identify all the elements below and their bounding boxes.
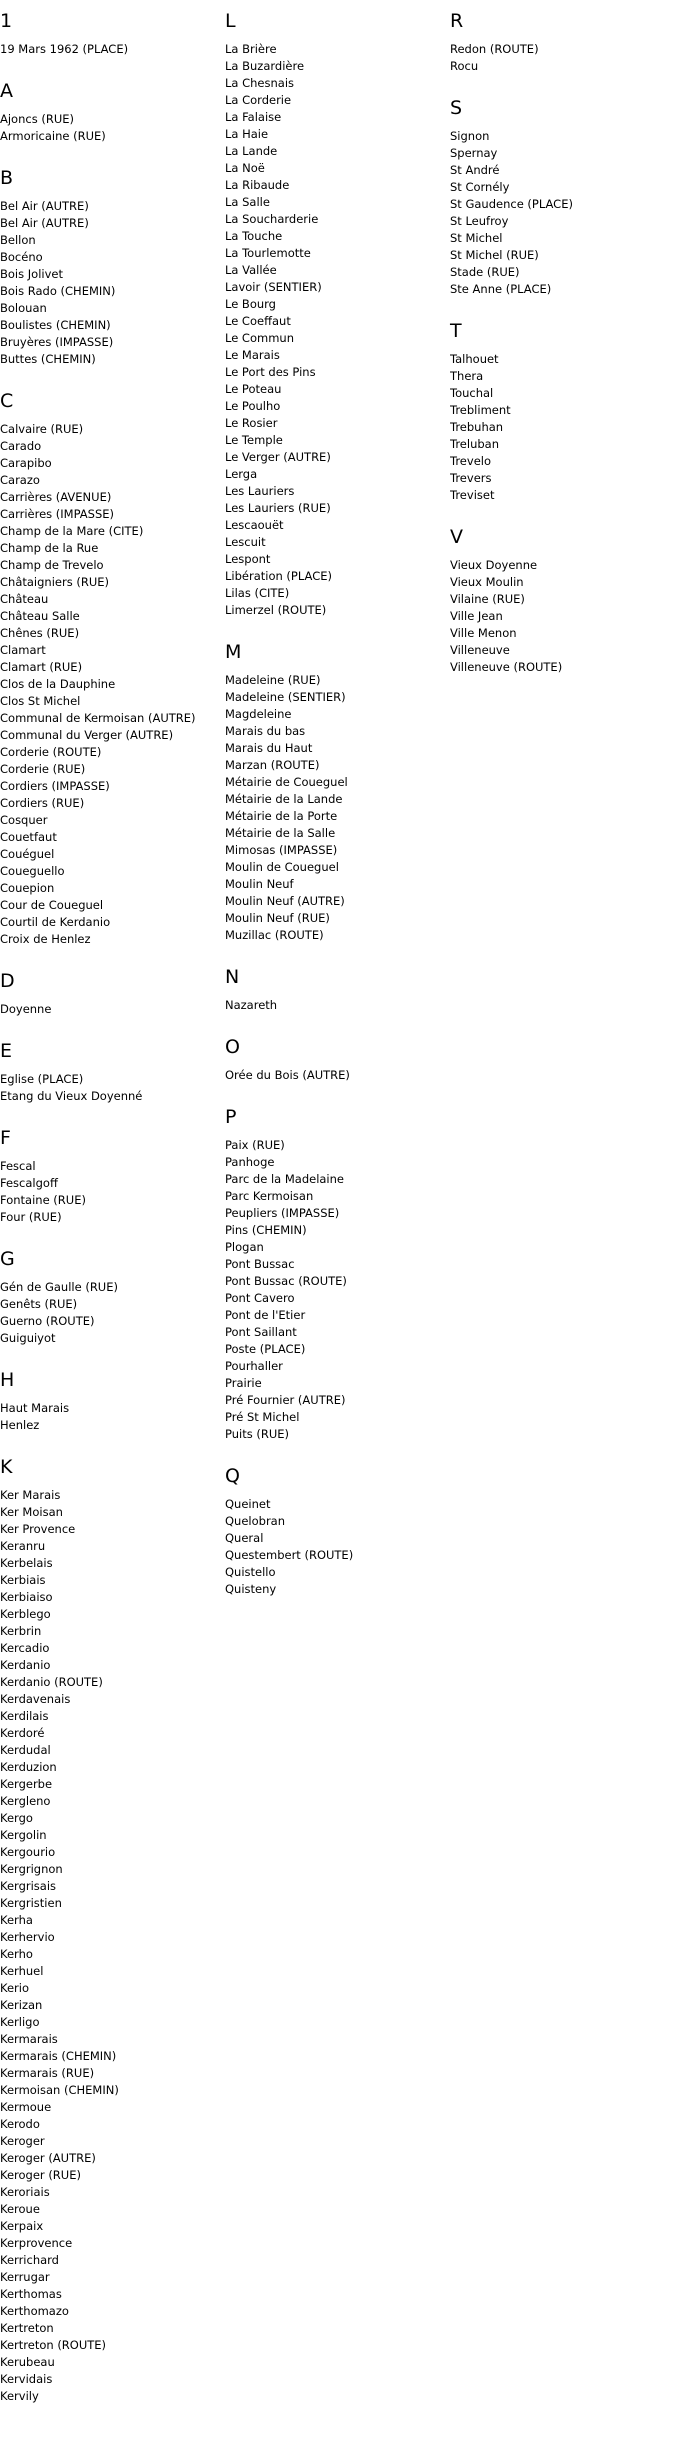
street-list-item: Kerha — [0, 1913, 33, 1927]
street-list-item: Kerligo — [0, 2015, 40, 2029]
street-list-item: Bolouan — [0, 301, 47, 315]
section-letter-heading: N — [225, 966, 240, 988]
street-list-item: Le Poteau — [225, 382, 282, 396]
section-letter-heading: G — [0, 1248, 15, 1270]
letter-section — [450, 10, 670, 75]
street-list-item: Guiguiyot — [0, 1331, 56, 1345]
street-list-item: Kerdoré — [0, 1726, 45, 1740]
street-list-item: Pont Bussac (ROUTE) — [225, 1274, 347, 1288]
street-list-item: Les Lauriers — [225, 484, 295, 498]
section-letter-heading: R — [450, 10, 464, 32]
section-letter-heading: A — [0, 80, 13, 102]
street-list-item: Trebliment — [450, 403, 511, 417]
street-list-item: Lerga — [225, 467, 258, 481]
street-list-item: Keroger — [0, 2134, 45, 2148]
street-list-item: Ker Provence — [0, 1522, 76, 1536]
street-list — [0, 421, 220, 948]
street-list-item: Courtil de Kerdanio — [0, 915, 111, 929]
street-list-item: Kerblego — [0, 1607, 51, 1621]
street-list-item: Moulin Neuf (RUE) — [225, 911, 330, 925]
street-list-item: Corderie (RUE) — [0, 762, 86, 776]
section-letter-heading: L — [225, 10, 236, 32]
street-list-item: Kertreton (ROUTE) — [0, 2338, 107, 2352]
street-list-item: Château — [0, 592, 49, 606]
street-list-item: Queral — [225, 1531, 264, 1545]
street-list-item: Nazareth — [225, 998, 278, 1012]
street-list-item: Pont de l'Etier — [225, 1308, 306, 1322]
street-list-item: Touchal — [450, 386, 494, 400]
street-list-item: Signon — [450, 129, 490, 143]
street-list-item: Muzillac (ROUTE) — [225, 928, 324, 942]
section-letter-heading: M — [225, 641, 242, 663]
letter-section — [0, 970, 220, 1018]
street-list-item: La Tourlemotte — [225, 246, 311, 260]
letter-section — [450, 320, 670, 504]
street-list-item: Orée du Bois (AUTRE) — [225, 1068, 350, 1082]
street-list-item: Keranru — [0, 1539, 46, 1553]
street-list-item: Marais du Haut — [225, 741, 313, 755]
street-list-item: La Lande — [225, 144, 278, 158]
street-list-item: Cordiers (RUE) — [0, 796, 85, 810]
street-list-item: Champ de la Mare (CITE) — [0, 524, 144, 538]
street-list-item: Madeleine (SENTIER) — [225, 690, 346, 704]
street-list-item: Moulin Neuf — [225, 877, 294, 891]
street-list-item: Kerodo — [0, 2117, 40, 2131]
letter-section — [0, 80, 220, 145]
street-list — [0, 111, 220, 145]
street-list — [0, 1279, 220, 1347]
letter-section — [225, 1106, 445, 1443]
street-list-item: Bois Rado (CHEMIN) — [0, 284, 116, 298]
street-list-item: Clamart — [0, 643, 46, 657]
street-list — [225, 997, 445, 1014]
section-letter-heading: K — [0, 1456, 13, 1478]
street-list-item: La Chesnais — [225, 76, 295, 90]
street-list-item: Marzan (ROUTE) — [225, 758, 320, 772]
street-list — [225, 1496, 445, 1598]
street-list-item: La Salle — [225, 195, 270, 209]
street-list-item: Cordiers (IMPASSE) — [0, 779, 110, 793]
street-list-item: Libération (PLACE) — [225, 569, 332, 583]
street-list-item: Kerprovence — [0, 2236, 73, 2250]
street-list-item: Chênes (RUE) — [0, 626, 80, 640]
street-list-item: Vieux Doyenne — [450, 558, 538, 572]
street-list-item: Pont Saillant — [225, 1325, 297, 1339]
street-list-item: Panhoge — [225, 1155, 275, 1169]
section-letter-heading: D — [0, 970, 15, 992]
street-list-item: Kerthomas — [0, 2287, 62, 2301]
street-list-item: Métairie de la Lande — [225, 792, 343, 806]
street-list-item: Thera — [450, 369, 484, 383]
street-list-item: St Leufroy — [450, 214, 509, 228]
street-list-item: Bel Air (AUTRE) — [0, 216, 89, 230]
street-list-item: Kermoue — [0, 2100, 52, 2114]
street-list-item: Kerho — [0, 1947, 33, 1961]
street-list-item: Poste (PLACE) — [225, 1342, 306, 1356]
street-list-item: Ville Menon — [450, 626, 517, 640]
street-list-item: Kergleno — [0, 1794, 51, 1808]
street-list-item: Buttes (CHEMIN) — [0, 352, 96, 366]
street-list-item: La Soucharderie — [225, 212, 319, 226]
section-letter-heading: B — [0, 167, 14, 189]
street-list-item: Clamart (RUE) — [0, 660, 83, 674]
street-list-item: 19 Mars 1962 (PLACE) — [0, 42, 129, 56]
street-list-item: St Michel (RUE) — [450, 248, 539, 262]
street-list-item: Treviset — [450, 488, 495, 502]
street-list-item: Trevelo — [450, 454, 491, 468]
street-list-item: Lescaouët — [225, 518, 284, 532]
street-list-item: Kermarais (RUE) — [0, 2066, 95, 2080]
street-list-item: Bel Air (AUTRE) — [0, 199, 89, 213]
street-list — [0, 1071, 220, 1105]
street-list-item: Kertreton — [0, 2321, 54, 2335]
street-list-item: Lespont — [225, 552, 271, 566]
street-list-item: La Noë — [225, 161, 265, 175]
street-list-item: Keroger (RUE) — [0, 2168, 81, 2182]
letter-section — [0, 1248, 220, 1347]
street-list — [225, 1137, 445, 1443]
street-list-item: Doyenne — [0, 1002, 52, 1016]
street-list-item: Fescalgoff — [0, 1176, 58, 1190]
street-list-item: Le Rosier — [225, 416, 278, 430]
street-list-item: Kergolin — [0, 1828, 47, 1842]
street-list-item: La Ribaude — [225, 178, 290, 192]
street-list-item: St Cornély — [450, 180, 510, 194]
street-list-item: Moulin de Coueguel — [225, 860, 339, 874]
street-list-item: Cour de Coueguel — [0, 898, 104, 912]
street-list-item: Châtaigniers (RUE) — [0, 575, 109, 589]
street-list-item: Henlez — [0, 1418, 40, 1432]
street-list — [450, 557, 670, 676]
street-list-item: Limerzel (ROUTE) — [225, 603, 327, 617]
street-list-item: Clos de la Dauphine — [0, 677, 116, 691]
street-list-item: Bocéno — [0, 250, 43, 264]
street-list-item: St Gaudence (PLACE) — [450, 197, 573, 211]
street-list — [0, 1158, 220, 1226]
street-list-item: Treluban — [450, 437, 500, 451]
street-list-item: Bruyères (IMPASSE) — [0, 335, 114, 349]
street-list-item: Questembert (ROUTE) — [225, 1548, 354, 1562]
street-list-item: Kerubeau — [0, 2355, 55, 2369]
street-list-item: Parc Kermoisan — [225, 1189, 314, 1203]
street-list-item: Fescal — [0, 1159, 36, 1173]
letter-section — [0, 1456, 220, 2405]
street-list-item: Métairie de la Porte — [225, 809, 338, 823]
street-list-item: Lilas (CITE) — [225, 586, 290, 600]
street-list-item: La Touche — [225, 229, 283, 243]
street-list-item: Calvaire (RUE) — [0, 422, 84, 436]
section-letter-heading: T — [450, 320, 462, 342]
street-list-item: Pré Fournier (AUTRE) — [225, 1393, 346, 1407]
street-list-item: Kerbiaiso — [0, 1590, 53, 1604]
street-list-item: Madeleine (RUE) — [225, 673, 321, 687]
street-list-item: Kermoisan (CHEMIN) — [0, 2083, 119, 2097]
street-list-item: Kerdilais — [0, 1709, 49, 1723]
street-list-item: Couéguel — [0, 847, 55, 861]
street-list-item: Pont Bussac — [225, 1257, 295, 1271]
street-list-item: Fontaine (RUE) — [0, 1193, 86, 1207]
street-list-item: Kerpaix — [0, 2219, 44, 2233]
street-list — [450, 351, 670, 504]
letter-section — [225, 1465, 445, 1598]
letter-section — [450, 97, 670, 298]
section-letter-heading: H — [0, 1369, 15, 1391]
street-list-item: Puits (RUE) — [225, 1427, 290, 1441]
street-list-item: Lavoir (SENTIER) — [225, 280, 322, 294]
letter-section — [450, 526, 670, 676]
letter-section — [225, 641, 445, 944]
street-list-item: Kercadio — [0, 1641, 50, 1655]
street-list-item: Vilaine (RUE) — [450, 592, 525, 606]
street-list-item: Plogan — [225, 1240, 264, 1254]
street-list-item: Pourhaller — [225, 1359, 283, 1373]
street-index-column-1 — [0, 10, 220, 2427]
street-index-column-2 — [225, 10, 445, 1620]
street-list-item: Kermarais (CHEMIN) — [0, 2049, 117, 2063]
street-list-item: Croix de Henlez — [0, 932, 91, 946]
street-list-item: Couepion — [0, 881, 55, 895]
street-list-item: Ker Moisan — [0, 1505, 63, 1519]
street-list-item: Le Poulho — [225, 399, 281, 413]
street-list-item: Communal de Kermoisan (AUTRE) — [0, 711, 196, 725]
street-list-item: Ajoncs (RUE) — [0, 112, 75, 126]
street-list-item: Communal du Verger (AUTRE) — [0, 728, 174, 742]
letter-section — [225, 10, 445, 619]
street-list-item: Corderie (ROUTE) — [0, 745, 102, 759]
street-list-item: Château Salle — [0, 609, 80, 623]
street-list-item: Cosquer — [0, 813, 48, 827]
street-list-item: La Vallée — [225, 263, 277, 277]
street-list-item: Kergrisais — [0, 1879, 57, 1893]
street-list-item: Kerdanio (ROUTE) — [0, 1675, 103, 1689]
street-list-item: Kerio — [0, 1981, 30, 1995]
street-list — [0, 41, 220, 58]
street-list — [225, 1067, 445, 1084]
section-letter-heading: V — [450, 526, 463, 548]
street-list-item: Kerizan — [0, 1998, 43, 2012]
street-list-item: Quelobran — [225, 1514, 286, 1528]
street-list — [450, 41, 670, 75]
letter-section — [225, 1036, 445, 1084]
street-list-item: Quisteny — [225, 1582, 277, 1596]
street-list-item: Champ de la Rue — [0, 541, 99, 555]
street-list-item: Champ de Trevelo — [0, 558, 104, 572]
street-list — [0, 198, 220, 368]
street-list-item: Kerbelais — [0, 1556, 53, 1570]
street-list-item: Métairie de la Salle — [225, 826, 336, 840]
street-list-item: Kerbrin — [0, 1624, 42, 1638]
street-list-item: La Corderie — [225, 93, 292, 107]
street-list-item: Guerno (ROUTE) — [0, 1314, 95, 1328]
street-list-item: Carazo — [0, 473, 40, 487]
street-list — [0, 1001, 220, 1018]
street-list-item: Keroger (AUTRE) — [0, 2151, 96, 2165]
street-list-item: Kerhervio — [0, 1930, 55, 1944]
street-list-item: Lescuit — [225, 535, 266, 549]
street-list-item: Magdeleine — [225, 707, 292, 721]
street-list-item: Pré St Michel — [225, 1410, 300, 1424]
section-letter-heading: S — [450, 97, 463, 119]
street-list-item: Le Marais — [225, 348, 280, 362]
letter-section — [0, 1369, 220, 1434]
street-list-item: Quistello — [225, 1565, 276, 1579]
street-list — [225, 672, 445, 944]
street-list-item: Vieux Moulin — [450, 575, 524, 589]
section-letter-heading: F — [0, 1127, 11, 1149]
street-list — [225, 41, 445, 619]
street-list-item: Spernay — [450, 146, 498, 160]
street-list-item: Le Verger (AUTRE) — [225, 450, 331, 464]
street-list-item: Clos St Michel — [0, 694, 81, 708]
section-letter-heading: 1 — [0, 10, 13, 32]
street-list-item: St André — [450, 163, 500, 177]
street-index-column-3 — [450, 10, 670, 698]
street-list-item: Kerdavenais — [0, 1692, 71, 1706]
street-list-item: Kerrichard — [0, 2253, 59, 2267]
street-list-item: La Buzardière — [225, 59, 305, 73]
street-list-item: Bois Jolivet — [0, 267, 63, 281]
street-list-item: Kergrignon — [0, 1862, 63, 1876]
street-list-item: Rocu — [450, 59, 479, 73]
street-list-item: Kerdanio — [0, 1658, 51, 1672]
street-list-item: Le Bourg — [225, 297, 276, 311]
street-list-item: Keroue — [0, 2202, 40, 2216]
letter-section — [0, 1127, 220, 1226]
street-list-item: Haut Marais — [0, 1401, 70, 1415]
street-list-item: Peupliers (IMPASSE) — [225, 1206, 340, 1220]
street-list-item: Carrières (IMPASSE) — [0, 507, 115, 521]
street-list-item: Kerrugar — [0, 2270, 50, 2284]
street-list-item: Marais du bas — [225, 724, 306, 738]
street-list-item: Carrières (AVENUE) — [0, 490, 112, 504]
street-list-item: Stade (RUE) — [450, 265, 520, 279]
street-list-item: Kerbiais — [0, 1573, 46, 1587]
street-list-item: Genêts (RUE) — [0, 1297, 78, 1311]
street-list-item: Bellon — [0, 233, 36, 247]
section-letter-heading: C — [0, 390, 14, 412]
street-list-item: Kerduzion — [0, 1760, 57, 1774]
street-list-item: La Brière — [225, 42, 277, 56]
street-list-item: Le Commun — [225, 331, 294, 345]
street-list-item: Kermarais — [0, 2032, 58, 2046]
street-list-item: Ville Jean — [450, 609, 503, 623]
street-list-item: Kerthomazo — [0, 2304, 69, 2318]
letter-section — [0, 390, 220, 948]
street-list-item: St Michel — [450, 231, 503, 245]
street-list — [450, 128, 670, 298]
street-list-item: Kerdudal — [0, 1743, 51, 1757]
street-list-item: Mimosas (IMPASSE) — [225, 843, 338, 857]
street-list-item: Kerhuel — [0, 1964, 44, 1978]
street-list — [0, 1487, 220, 2405]
street-list-item: Coueguello — [0, 864, 65, 878]
street-list-item: Eglise (PLACE) — [0, 1072, 84, 1086]
street-list-item: Le Temple — [225, 433, 283, 447]
street-list-item: Four (RUE) — [0, 1210, 62, 1224]
street-list-item: La Haie — [225, 127, 269, 141]
street-list-item: Keroriais — [0, 2185, 50, 2199]
street-list-item: Moulin Neuf (AUTRE) — [225, 894, 345, 908]
street-list-item: La Falaise — [225, 110, 282, 124]
street-list-item: Villeneuve — [450, 643, 510, 657]
street-list-item: Gén de Gaulle (RUE) — [0, 1280, 118, 1294]
street-list-item: Kergerbe — [0, 1777, 53, 1791]
street-list-item: Le Coeffaut — [225, 314, 291, 328]
street-list-item: Ker Marais — [0, 1488, 61, 1502]
section-letter-heading: E — [0, 1040, 13, 1062]
street-list-item: Kervidais — [0, 2372, 53, 2386]
street-list-item: Villeneuve (ROUTE) — [450, 660, 563, 674]
street-list-item: Paix (RUE) — [225, 1138, 285, 1152]
street-list-item: Prairie — [225, 1376, 262, 1390]
street-list-item: Kergourio — [0, 1845, 56, 1859]
section-letter-heading: O — [225, 1036, 240, 1058]
section-letter-heading: P — [225, 1106, 237, 1128]
street-list-item: Kervily — [0, 2389, 39, 2403]
street-list-item: Queinet — [225, 1497, 271, 1511]
street-list-item: Kergristien — [0, 1896, 62, 1910]
street-list-item: Trebuhan — [450, 420, 504, 434]
section-letter-heading: Q — [225, 1465, 240, 1487]
street-list-item: Talhouet — [450, 352, 499, 366]
street-list-item: Le Port des Pins — [225, 365, 316, 379]
street-list-item: Couetfaut — [0, 830, 57, 844]
street-list-item: Parc de la Madelaine — [225, 1172, 344, 1186]
street-list-item: Kergo — [0, 1811, 33, 1825]
street-list-item: Pont Cavero — [225, 1291, 295, 1305]
letter-section — [0, 10, 220, 58]
street-list-item: Etang du Vieux Doyenné — [0, 1089, 143, 1103]
street-list-item: Les Lauriers (RUE) — [225, 501, 331, 515]
street-list-item: Boulistes (CHEMIN) — [0, 318, 111, 332]
street-list-item: Armoricaine (RUE) — [0, 129, 106, 143]
letter-section — [225, 966, 445, 1014]
street-list-item: Trevers — [450, 471, 492, 485]
street-list-item: Métairie de Coueguel — [225, 775, 348, 789]
street-list — [0, 1400, 220, 1434]
letter-section — [0, 1040, 220, 1105]
street-list-item: Ste Anne (PLACE) — [450, 282, 552, 296]
street-list-item: Redon (ROUTE) — [450, 42, 539, 56]
street-list-item: Pins (CHEMIN) — [225, 1223, 307, 1237]
street-list-item: Carapibo — [0, 456, 52, 470]
street-list-item: Carado — [0, 439, 42, 453]
letter-section — [0, 167, 220, 368]
